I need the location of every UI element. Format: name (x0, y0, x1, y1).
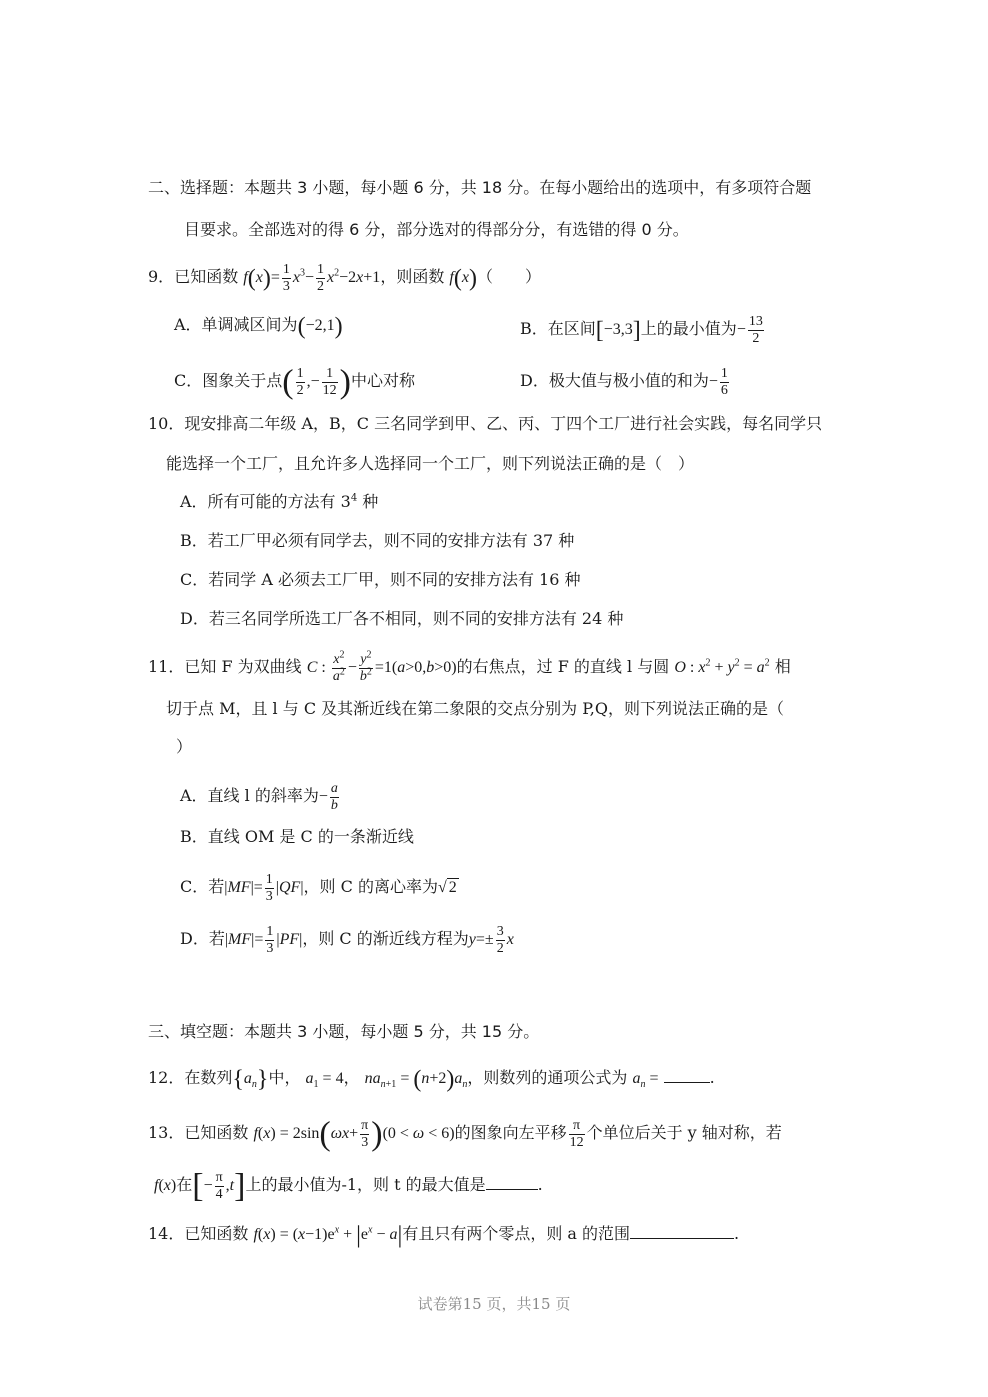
option-10b: B．若工厂甲必须有同学去，则不同的安排方法有 37 种 (180, 531, 575, 550)
option-11b: B．直线 OM 是 C 的一条渐近线 (180, 827, 414, 846)
stem-text: 相 (774, 657, 791, 677)
answer-paren: （ ） (476, 267, 541, 287)
question-11-stem-end: ） (176, 737, 193, 756)
option-text: A．单调减区间为 (174, 315, 298, 334)
math-expression: $na_{n+1} = (n+2)a_n$ (364, 1066, 468, 1093)
option-9b (520, 314, 766, 347)
math-expression: − $\frac{a}{b}$ (318, 781, 338, 813)
exponent: 4 (350, 492, 358, 504)
option-11c (180, 872, 459, 905)
stem-text: 的右焦点，过 F 的直线 l 与圆 (456, 657, 670, 677)
answer-blank[interactable] (630, 1222, 734, 1239)
question-13-stem-cont (154, 1167, 543, 1205)
math-expression: $\frac{\pi}{12}$ (569, 1118, 584, 1150)
question-11-stem (148, 649, 791, 685)
option-text: C．若 (180, 877, 225, 897)
stem-text: . (734, 1224, 740, 1243)
option-text: B．在区间 (520, 319, 596, 339)
question-11-stem-cont: 切于点 M，且 l 与 C 及其渐近线在第二象限的交点分别为 P,Q，则下列说法正确的是（ (166, 699, 784, 718)
math-expression: [−3,3] (595, 317, 641, 344)
math-expression: y=± $\frac{3}{2}$ x (468, 924, 514, 956)
math-expression: $a_1 = 4$ (305, 1070, 344, 1091)
math-expression: [− $\frac{\pi}{4}$ ,t] (192, 1167, 246, 1205)
stem-text: 13．已知函数 (148, 1123, 249, 1143)
math-expression: f(x) (449, 265, 477, 292)
option-text: 种 (357, 492, 379, 511)
question-number: 9． (148, 267, 175, 287)
option-text: A．直线 l 的斜率为 (180, 786, 319, 806)
option-text: ，则 C 的离心率为 (303, 877, 438, 897)
option-10a (180, 491, 378, 513)
math-expression: $\{a_n\}$ (232, 1066, 269, 1093)
option-10c: C．若同学 A 必须去工厂甲，则不同的安排方法有 16 种 (180, 570, 581, 589)
option-text: D．若 (180, 929, 225, 949)
question-14 (148, 1222, 740, 1249)
answer-blank[interactable] (664, 1066, 710, 1083)
math-expression: C : $\frac{x^2}{a^2}$ − $\frac{y^2}{b^2}$ =1(a>0,b>0) (306, 649, 457, 684)
option-9a (174, 313, 343, 340)
stem-text: ，则数列的通项公式为 (467, 1068, 628, 1087)
stem-text: 11．已知 F 为双曲线 (148, 657, 302, 677)
answer-blank[interactable] (486, 1173, 538, 1190)
math-expression: $a_n$ = (632, 1070, 659, 1091)
option-text: 中心对称 (350, 371, 415, 391)
stem-text: 的图象向左平移 (454, 1123, 567, 1143)
option-9c (174, 363, 415, 401)
option-9d (520, 366, 731, 399)
math-expression: |MF|= $\frac{1}{3}$ |QF| (224, 872, 304, 904)
option-text: C．图象关于点 (174, 371, 283, 391)
option-text: ，则 C 的渐近线方程为 (302, 929, 469, 949)
math-expression: f(x)= $\frac{1}{3}$ $x^3-$ $\frac{1}{2}$ $x^2-2x+1$ (243, 262, 381, 294)
page-footer: 试卷第15 页，共15 页 (417, 1295, 571, 1313)
stem-text: ，则函数 (380, 267, 445, 287)
option-10d: D．若三名同学所选工厂各不相同，则不同的安排方法有 24 种 (180, 609, 624, 628)
stem-text: . (537, 1175, 543, 1195)
stem-text: 14．已知函数 (148, 1224, 249, 1243)
stem-text: 中， (268, 1068, 301, 1087)
section-heading: 二、选择题：本题共 3 小题，每小题 6 分，共 18 分。在每小题给出的选项中，有多项符合题 (148, 178, 812, 197)
math-expression: $f(x) = (x-1)e^x + |e^x - a|$ (253, 1222, 403, 1249)
question-10-stem-cont: 能选择一个工厂，且允许多人选择同一个工厂，则下列说法正确的是（ ） (166, 454, 695, 473)
stem-text: 在 (176, 1175, 193, 1195)
math-expression: O : $x^2 + y^2 = a^2$ (674, 657, 770, 677)
stem-text: 已知函数 (174, 267, 239, 287)
question-12: 12．在数列$\{a_n\}$中， $a_1 = 4$， $na_{n+1} = (n+2)a_n$，则数列的通项公式为 $a_n$ = . (148, 1066, 715, 1093)
math-expression: ( $\frac{1}{2}$ ,− $\frac{1}{12}$ ) (282, 363, 351, 401)
question-10-stem: 10．现安排高二年级 A，B，C 三名同学到甲、乙、丙、丁四个工厂进行社会实践，每名同学只 (148, 414, 823, 433)
math-expression: |MF|= $\frac{1}{3}$ |PF| (224, 924, 303, 956)
stem-text: 上的最小值为-1，则 t 的最大值是 (245, 1175, 486, 1195)
question-13-stem (148, 1115, 782, 1153)
option-text: D．极大值与极小值的和为 (520, 371, 709, 391)
section-heading-cont: 目要求。全部选对的得 6 分，部分选对的得部分分，有选错的得 0 分。 (184, 220, 689, 239)
math-expression: (−2,1) (297, 313, 343, 340)
stem-text: 12．在数列 (148, 1068, 233, 1087)
stem-text: 有且只有两个零点，则 a 的范围 (402, 1224, 631, 1243)
question-9-stem (148, 262, 541, 295)
math-expression: − $\frac{13}{2}$ (736, 314, 763, 346)
math-expression: f(x) (154, 1177, 177, 1195)
math-expression: √ 2 (437, 879, 457, 897)
stem-text: . (709, 1068, 715, 1087)
option-text: 上的最小值为 (640, 319, 737, 339)
math-expression: − $\frac{1}{6}$ (708, 366, 728, 398)
stem-text: 个单位后关于 y 轴对称，若 (586, 1123, 782, 1143)
option-11a (180, 781, 341, 814)
option-11d (180, 924, 514, 957)
option-text: A．所有可能的方法有 3 (180, 492, 351, 511)
section-heading: 三、填空题：本题共 3 小题，每小题 5 分，共 15 分。 (148, 1022, 540, 1041)
math-expression: f(x) = 2sin(ωx+ $\frac{\pi}{3}$ )(0 < ω < 6) (253, 1115, 455, 1153)
